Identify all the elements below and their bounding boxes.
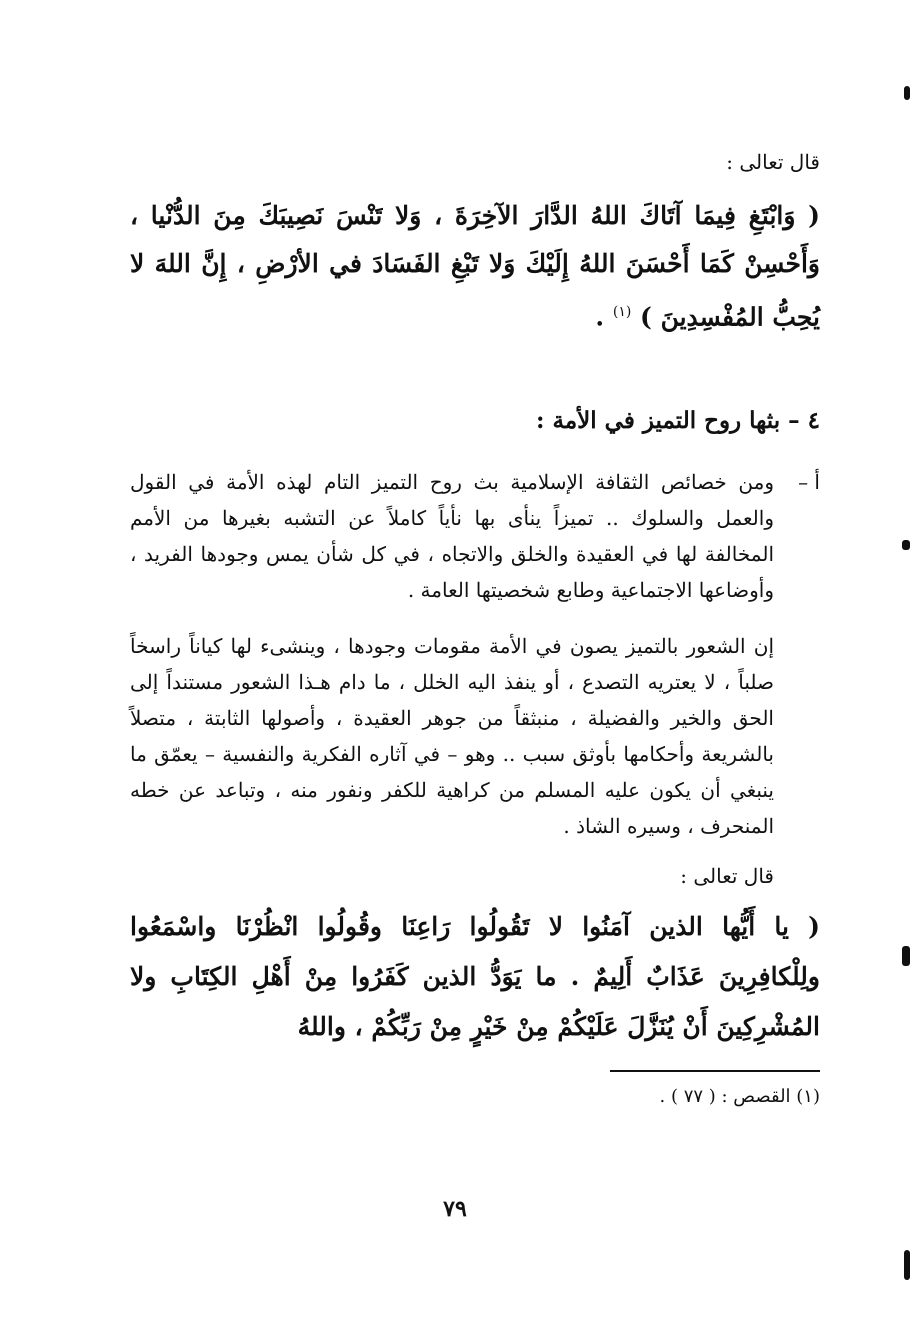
page-body [130,150,820,1107]
intro-text-2: قال تعالى : [680,864,774,889]
paragraph-1 [130,464,820,608]
intro-text-1: قال تعالى : [726,150,820,174]
section-heading: ٤ – بثها روح التميز في الأمة : [535,407,820,435]
footnote-reference: (١) [612,304,632,320]
quran-verse-1 [130,192,820,341]
footnote-divider [610,1070,820,1072]
scan-edge-mark-middle [902,540,910,550]
paragraph-1-text: ومن خصائص الثقافة الإسلامية بث روح التميز التام لهذه الأمة في القول والعمل والسلوك .. تميزاً ينأى بها نأياً كاملاً عن التشبه بغيرها من الأمم المخالفة لها في العقيدة والخلق والاتجاه ، في كل شأن يمس وجودها الفريد ، وأوضاعها الاجتماعية وطابع شخصيتها العامة . [130,470,774,603]
quran-verse-1-text: ( وَابْتَغِ فِيمَا آتَاكَ اللهُ الدَّارَ الآخِرَةَ ، وَلا تَنْسَ نَصِيبَكَ مِنَ الدُّنْيا ، وَأَحْسِنْ كَمَا أَحْسَنَ اللهُ إِلَيْكَ وَلا تَبْغِ الفَسَادَ في الأرْضِ ، إِنَّ اللهَ لا يُحِبُّ المُفْسِدِينَ ) [130,201,820,332]
page-number: ٧٩ [443,1196,467,1222]
paragraph-2: إن الشعور بالتميز يصون في الأمة مقومات وجودها ، وينشىء لها كياناً راسخاً صلباً ، لا يعتريه التصدع ، أو ينفذ اليه الخلل ، ما دام هـذا الشعور مستنداً إلى الحق والخير والفضيلة ، منبثقاً من جوهر العقيدة ، وأصولها الثابتة ، متصلاً بالشريعة وأحكامها بأوثق سبب .. وهو – في آثاره الفكرية والنفسية – يعمّق ما ينبغي أن يكون عليه المسلم من كراهية للكفر ونفور منه ، وتباعد عن خطه المنحرف ، وسيره الشاذ . [130,634,775,839]
quran-verse-2: ( يا أَيُّها الذين آمَنُوا لا تَقُولُوا رَاعِنَا وقُولُوا انْظُرْنَا واسْمَعُوا ولِلْكافِرِينَ عَذَابٌ أَلِيمٌ . ما يَوَدُّ الذين كَفَرُوا مِنْ أَهْلِ الكِتَابِ ولا المُشْرِكِينَ أَنْ يُنَزَّلَ عَلَيْكُمْ مِنْ خَيْرٍ مِنْ رَبِّكُمْ ، واللهُ [130,912,820,1042]
paragraph-marker: أ – [798,470,820,495]
footnote: (١) القصص : ( ٧٧ ) . [659,1086,820,1108]
scan-edge-mark-bottom [904,1250,910,1280]
scan-edge-mark-lower [902,946,910,966]
scan-edge-mark-top [904,86,910,100]
quran-verse-1-end: . [595,302,605,332]
